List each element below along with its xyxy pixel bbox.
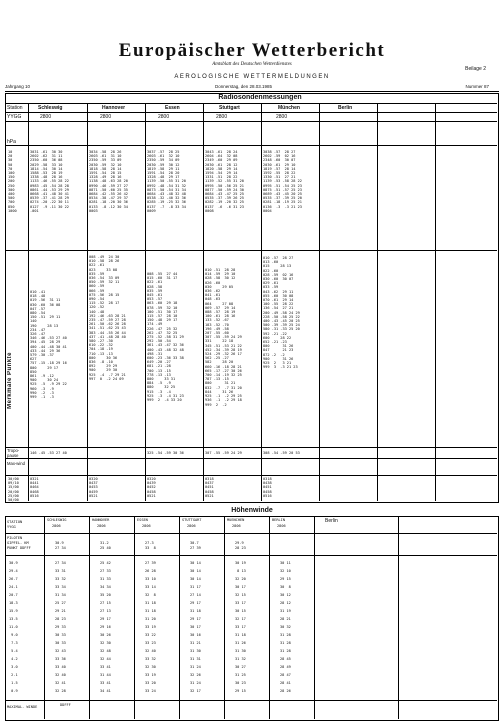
hw-station-essen: ESSEN (137, 518, 148, 522)
meta-row (5, 83, 499, 92)
tropo-stuttgart: 307 -55 -59 24 29 (205, 451, 242, 455)
hw-yygg-hannover: 2806 (97, 524, 106, 528)
std-muenchen: 3038 -57 28 27 2602 -59 02 16 2348 -60 30 07 2030 -61 29 10 1819 -57 28 14 1592 -55 28 22 1330 -51 27 21 1139 -53 -58 28 22 0995 -51 -54 25 23 0875 -51 -57 25 23 0689 -43 -45 20 25 0535 -37 -39 25 20 0281 -18 -19 25 21 0136 -3 -3 21 23 0004 (263, 150, 302, 213)
merkmale-punkte-label: Merkmale Punkte (7, 352, 13, 409)
hw-station-label: STATION (7, 520, 23, 524)
station-hannover: Hannover (102, 105, 126, 111)
hw-summit-km-schleswig: 30.9 (55, 541, 64, 545)
yygg-stuttgart: 2800 (216, 114, 228, 120)
maxwind-stuttgart: 0318 0437 0451 0458 0521 (205, 477, 214, 498)
tropo-essen: 325 -54 -59 30 36 (147, 451, 184, 455)
hw-berlin-header: Berlin (325, 518, 338, 524)
std-schleswig: 3031 -61 30 30 2602 -62 31 11 2350 -60 36 08 2029 -58 33 10 1814 -54 30 14 1588 -53 28 19 1338 -48 28 16 1133 -46 -55 28 22 0983 -45 -54 28 28 0861 -44 -53 29 29 0668 -41 -48 30 41 0539 -37 -41 28 29 0274 -20 -22 30 11 0127 -9 -11 30 22 -001 (30, 150, 69, 213)
hw-summit-km-muenchen: 29.9 (235, 541, 244, 545)
sig-essen: 008 -55 27 44 015 -60 31 17 022 -61 028 -58 035 -59 045 -61 053 -57 063 -60 29 18 078 -59 32 10 100 -51 30 17 115 -57 28 10 150 -48 29 17 174 -49 226 -47 25 32 262 -47 32 25 275 -52 -58 31 29 292 -50 -54 361 -43 -47 32 36 400 -43 -48 32 48 498 -31 600 -23 -36 33 38 649 -20 -27 681 -21 -28 700 -13 -15 778 -13 -13 800 33 31 884 -5 -9 880 32 25 915 -3 -4 925 -3 -4 31 23 999 2 -4 33 20 (147, 272, 184, 403)
station-stuttgart: Stuttgart (219, 105, 240, 111)
yygg-hannover: 2800 (100, 114, 112, 120)
hw-yygg-essen: 2806 (142, 524, 151, 528)
hw-summit-dd-hannover: 25 40 (100, 546, 111, 550)
maxwind-hannover: 0320 0437 0453 0459 0521 (89, 477, 98, 498)
beilage-label: Beilage 2 (465, 66, 486, 72)
issue-number: Nummer 87 (465, 84, 489, 89)
hw-station-berlin: BERLIN (272, 518, 285, 522)
yygg-muenchen: 2800 (276, 114, 288, 120)
std-stuttgart: 3043 -61 28 24 2604 -64 32 08 2349 -60 29 09 2030 -61 28 12 1820 -58 29 14 1594 -54 29 14 1331 -51 28 22 1139 -52 -55 31 20 0995 -50 -56 25 21 0877 -50 -59 24 30 0684 -43 -47 25 25 0535 -37 -39 26 25 0282 -19 -20 32 25 0137 -6 -6 31 23 0008 (205, 150, 244, 213)
hpa-label: hPa (7, 139, 16, 145)
maxwind-label: Max-wind (7, 461, 25, 466)
maxwind-schleswig: 0321 0441 0464 0468 0516 (30, 477, 39, 498)
maxwind-codes: 30/00 09/10 15/00 20/00 25/00 50/00 (8, 477, 19, 503)
hw-summit-km-hannover: 31.2 (100, 541, 109, 545)
hw-summit-km-essen: 27.3 (145, 541, 154, 545)
station-muenchen: München (278, 105, 300, 111)
report-subtitle: Amtsblatt des Deutschen Wetterdienstes (212, 62, 292, 67)
hw-col-schleswig: 27 34 33 31 33 32 33 34 31 34 25 27 29 21 28 23 29 33 30 33 30 33 32 43 33 36 33 40 32 40 32 41 32 28 (55, 561, 66, 693)
sig-stuttgart: 010 -51 28 28 014 -59 29 10 028 -58 30 12 026 -60 030 29 05 036 -62 041 -61 048 -63 064 27 08 069 -57 29 14 088 -57 28 19 100 -61 28 16 133 -52 -67 183 -52 -70 196 -49 -58 207 -55 -60 307 -55 -59 24 29 331 22 18 345 -51 -53 21 22 452 -34 -39 28 19 524 -29 -32 26 17 562 -25 -27 582 28 20 660 -16 -18 28 21 665 -17 -27 30 26 700 -14 -19 32 25 787 -13 -15 800 31 21 832 -7 -7 31 20 844 31 26 925 -1 -2 29 25 936 -1 -2 29 18 999 2 -2 (205, 268, 242, 407)
hw-station-schleswig: SCHLESWIG (47, 518, 67, 522)
hoehenwinde-table (5, 516, 499, 721)
station-schleswig: Schleswig (38, 105, 63, 111)
tropopause-label: Tropo-pause (7, 448, 20, 458)
hw-col-berlin: 30 11 32 10 29 15 30 8 30 12 28 12 31 19 28 21 30 32 31 28 31 28 31 28 28 45 28 49 28 47 28 41 28 26 (280, 561, 291, 693)
sig-hannover: 008 -49 24 30 010 -58 28 26 022 -61 023 33 08 035 -59 036 -54 33 09 050 -59 32 11 060 -59 066 -59 075 -56 28 15 090 -54 115 -52 28 17 120 -52 140 -48 192 -46 -63 28 21 235 -47 -59 27 28 261 -50 -62 26 28 341 -51 -62 25 43 383 -44 -55 26 44 437 -41 -48 28 40 580 -27 -30 610 -22 -32 704 -18 -19 710 -13 -13 800 30 36 836 -8 -10 892 29 29 900 29 30 925 -4 -7 29 21 997 0 -2 24 09 (89, 255, 126, 381)
sig-schleswig: 010 -41 018 -48 019 -56 31 11 030 -60 36 08 047 -57 080 -54 150 -51 29 11 140 190 28 13 234 -47 326 -47 346 -46 -53 27 40 394 -45 28 29 400 -44 -48 30 41 433 -44 29 36 579 -30 -37 627 757 -15 -18 29 16 800 29 17 850 861 -9 -12 900 30 24 925 -5 -9 29 22 960 -3 -9 990 -2 -3 999 -1 -3 (30, 290, 67, 400)
issue-date: Donnerstag, den 28.03.1985 (215, 84, 273, 89)
radiosonde-banner: Radiosondenmessungen (218, 94, 302, 101)
maxwind-essen: 0320 0439 0452 0458 0521 (147, 477, 156, 498)
hw-yygg-schleswig: 2806 (52, 524, 61, 528)
hw-col-stuttgart: 30 14 30 14 30 14 31 17 27 14 29 17 31 18 29 17 30 17 30 16 31 21 31 30 31 31 31 24 32 26 31 24 32 17 (190, 561, 201, 693)
maxwind-muenchen: 0318 0438 0451 0458 0516 (263, 477, 272, 498)
hw-station-hannover: HANNOVER (92, 518, 110, 522)
hw-station-stuttgart: STUTTGART (182, 518, 202, 522)
hw-yygg-stuttgart: 2806 (187, 524, 196, 528)
hw-piloten-label: PILOTEN (7, 536, 23, 540)
jahrgang: Jahrgang 10 (5, 84, 31, 89)
report-subhead: AEROLOGISCHE WETTERMELDUNGEN (174, 74, 330, 80)
station-label: Station (7, 105, 23, 111)
hw-yygg-label: YYGG (7, 525, 16, 529)
hw-col-hannover: 25 42 27 33 31 33 34 34 35 20 27 15 27 13 29 17 29 16 30 26 32 30 32 48 32 44 33 41 31 44 33 41 34 41 (100, 561, 111, 693)
yygg-essen: 2800 (158, 114, 170, 120)
std-essen: 3037 -57 28 25 2603 -61 32 10 2350 -59 34 09 2030 -59 30 12 1819 -58 29 11 1591 -54 28 20 1328 -48 29 17 1139 -50 -55 31 20 0992 -48 -54 31 32 0873 -50 -54 31 34 0684 -43 -48 32 48 0538 -32 -40 32 36 0285 -19 -25 32 36 0137 -7 -8 33 34 0009 (147, 150, 186, 213)
report-title: Europäischer Wetterbericht (118, 40, 386, 61)
hw-summit-dd-stuttgart: 27 39 (190, 546, 201, 550)
hw-summit-dd-schleswig: 27 34 (55, 546, 66, 550)
tropo-schleswig: 146 -45 -53 27 40 (30, 451, 67, 455)
radiosonde-table (5, 93, 499, 503)
hw-summit-dd-essen: 33 8 (145, 546, 156, 550)
station-berlin: Berlin (338, 105, 353, 111)
hw-col-essen: 27 39 26 28 33 10 33 14 32 8 31 18 31 18 31 20 33 19 33 22 33 23 32 40 33 32 32 30 33 19 33 20 33 24 (145, 561, 156, 693)
sig-muenchen: 010 -57 28 27 013 -60 015 28 13 022 -60 028 -59 02 16 030 -60 30 07 029 -61 033 -59 043 -62 29 11 055 -60 30 08 070 -61 29 14 100 -55 28 22 136 -54 27 21 200 -49 -58 24 29 228 -50 -58 25 22 400 -43 -45 20 25 500 -39 -39 25 24 580 -31 -33 25 20 592 -21 -22 600 28 22 652 -21 -23 800 31 26 847 21 23 872 -2 -2 900 31 26 925 2 3 21 999 3 -3 21 23 (263, 256, 300, 370)
std-hannover: 3034 -58 28 26 2603 -61 31 10 2350 -59 33 09 2030 -59 32 10 1818 -58 28 14 1591 -54 28 15 1328 -49 28 16 1138 -48 -63 28 20 0990 -46 -59 27 27 0871 -50 -60 25 35 0684 -42 -55 26 42 0534 -38 -47 29 37 0281 -18 -20 30 36 0133 -8 -12 30 34 0003 (89, 150, 128, 213)
hw-maxwind-label: MAXIMAL- WINDE (7, 705, 38, 709)
hoehenwinde-title: Höhenwinde (231, 507, 273, 514)
hw-yygg-berlin: 2806 (277, 524, 286, 528)
yygg-schleswig: 2800 (40, 114, 52, 120)
hw-summit-dd-muenchen: 28 23 (235, 546, 246, 550)
hw-punkt-label: PUNKT DDFFF (7, 546, 31, 550)
pressure-level-list: 10 20 30 50 70 100 150 200 250 300 400 500 700 850 1000 (8, 150, 17, 213)
hw-km-column: 30.9 29.4 26.7 24.1 20.7 18.3 15.9 13.5 11.0 9.0 7.3 5.4 4.2 3.0 2.1 1.5 0.9 (9, 561, 18, 693)
hw-gipfel-label: GIPFEL- KM (7, 541, 29, 545)
hw-col-muenchen: 30 19 8 13 32 20 30 17 32 15 33 17 30 15 32 17 33 17 31 18 31 26 31 30 31 32 30 27 31 25 30 23 29 15 (235, 561, 246, 693)
tropo-muenchen: 308 -54 -59 20 53 (263, 451, 300, 455)
hw-yygg-muenchen: 2806 (232, 524, 241, 528)
yygg-label: YYGG (7, 114, 22, 120)
hw-station-muenchen: MUENCHEN (227, 518, 245, 522)
hw-ddfff-header: DDFFF (60, 703, 71, 707)
station-essen: Essen (165, 105, 180, 111)
hw-summit-km-stuttgart: 30.7 (190, 541, 199, 545)
